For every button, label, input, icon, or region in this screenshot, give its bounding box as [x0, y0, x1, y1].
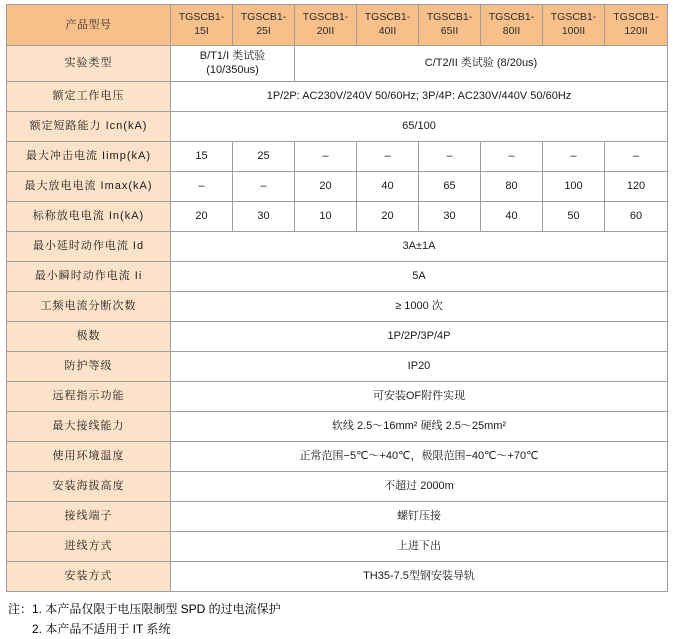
- model-name-part-1: TGSCB1-: [426, 11, 473, 24]
- row-value-cell: 65/100: [171, 111, 668, 141]
- table-row: [7, 561, 668, 591]
- row-label: 工频电流分断次数: [7, 291, 171, 321]
- notes-block: [6, 599, 667, 639]
- row-value-cell: –: [543, 141, 605, 171]
- row-value-cell: ≥ 1000 次: [171, 291, 668, 321]
- table-header: [7, 5, 668, 46]
- row-value-cell: –: [171, 171, 233, 201]
- cell-text-line-2: (10/350us): [206, 64, 259, 77]
- row-value-cell: –: [233, 171, 295, 201]
- row-value-cell: C/T2/II 类试验 (8/20us): [295, 46, 668, 82]
- row-value-cell: –: [481, 141, 543, 171]
- row-label: 额定工作电压: [7, 81, 171, 111]
- row-value-cell: 60: [605, 201, 668, 231]
- row-value-cell: 30: [419, 201, 481, 231]
- header-model-3: [357, 5, 419, 46]
- row-value-cell: IP20: [171, 351, 668, 381]
- row-value-cell: 25: [233, 141, 295, 171]
- model-name-part-1: TGSCB1-: [178, 11, 225, 24]
- table-row: [7, 231, 668, 261]
- row-value-cell: –: [419, 141, 481, 171]
- table-row: [7, 501, 668, 531]
- row-label: 最大接线能力: [7, 411, 171, 441]
- row-value-cell: 15: [171, 141, 233, 171]
- row-value-cell: 螺钉压接: [171, 501, 668, 531]
- model-name-part-2: 20II: [316, 25, 335, 37]
- model-name-part-2: 80II: [502, 25, 521, 37]
- table-row: [7, 351, 668, 381]
- row-value-cell: 10: [295, 201, 357, 231]
- table-row: [7, 291, 668, 321]
- model-name-part-2: 65II: [440, 25, 459, 37]
- header-product-model: 产品型号: [7, 5, 171, 46]
- row-value-cell: –: [357, 141, 419, 171]
- table-row: [7, 201, 668, 231]
- row-value-cell: –: [295, 141, 357, 171]
- row-label: 安装海拔高度: [7, 471, 171, 501]
- model-name-part-1: TGSCB1-: [613, 11, 659, 24]
- table-row: [7, 141, 668, 171]
- row-value-cell: 20: [357, 201, 419, 231]
- row-value-cell: 可安装OF附件实现: [171, 381, 668, 411]
- header-model-1: [233, 5, 295, 46]
- row-value-cell: 40: [357, 171, 419, 201]
- row-label: 最大放电电流 Imax(kA): [7, 171, 171, 201]
- table-row: [7, 411, 668, 441]
- row-value-cell: 40: [481, 201, 543, 231]
- row-label: 最小瞬时动作电流 Ii: [7, 261, 171, 291]
- row-value-cell: 100: [543, 171, 605, 201]
- table-row: [7, 111, 668, 141]
- row-value-cell: 软线 2.5～16mm² 硬线 2.5～25mm²: [171, 411, 668, 441]
- row-value-cell: 20: [171, 201, 233, 231]
- row-label: 防护等级: [7, 351, 171, 381]
- table-row: [7, 321, 668, 351]
- table-row: [7, 46, 668, 82]
- row-value-cell: [171, 46, 295, 82]
- row-value-cell: 65: [419, 171, 481, 201]
- header-model-0: [171, 5, 233, 46]
- header-model-2: [295, 5, 357, 46]
- header-model-6: [543, 5, 605, 46]
- header-model-7: [605, 5, 668, 46]
- row-label: 极数: [7, 321, 171, 351]
- row-label: 标称放电电流 In(kA): [7, 201, 171, 231]
- header-model-4: [419, 5, 481, 46]
- table-row: [7, 381, 668, 411]
- row-value-cell: 1P/2P/3P/4P: [171, 321, 668, 351]
- row-label: 额定短路能力 Icn(kA): [7, 111, 171, 141]
- row-value-cell: 20: [295, 171, 357, 201]
- row-value-cell: –: [605, 141, 668, 171]
- model-name-part-1: TGSCB1-: [550, 11, 597, 24]
- table-row: [7, 81, 668, 111]
- row-value-cell: 正常范围−5℃～+40℃，极限范围−40℃～+70℃: [171, 441, 668, 471]
- table-row: [7, 171, 668, 201]
- row-value-cell: 3A±1A: [171, 231, 668, 261]
- row-value-cell: 30: [233, 201, 295, 231]
- model-name-part-1: TGSCB1-: [364, 11, 411, 24]
- row-label: 安装方式: [7, 561, 171, 591]
- row-label: 最小延时动作电流 Id: [7, 231, 171, 261]
- row-value-cell: 50: [543, 201, 605, 231]
- row-label: 最大冲击电流 Iimp(kA): [7, 141, 171, 171]
- table-row: [7, 531, 668, 561]
- model-name-part-2: 15I: [194, 25, 209, 37]
- row-value-cell: 5A: [171, 261, 668, 291]
- row-value-cell: 80: [481, 171, 543, 201]
- row-label: 远程指示功能: [7, 381, 171, 411]
- model-name-part-2: 40II: [378, 25, 397, 37]
- model-name-part-1: TGSCB1-: [302, 11, 349, 24]
- row-label: 进线方式: [7, 531, 171, 561]
- row-label: 实验类型: [7, 46, 171, 82]
- specification-table: [6, 4, 668, 592]
- row-value-cell: 上进下出: [171, 531, 668, 561]
- table-row: [7, 261, 668, 291]
- cell-text-line-1: B/T1/I 类试验: [199, 50, 266, 62]
- table-row: [7, 471, 668, 501]
- model-name-part-1: TGSCB1-: [240, 11, 287, 24]
- model-name-part-2: 25I: [256, 25, 271, 37]
- table-row: [7, 441, 668, 471]
- row-value-cell: TH35-7.5型钢安装导轨: [171, 561, 668, 591]
- model-name-part-2: 100II: [561, 25, 586, 37]
- row-label: 接线端子: [7, 501, 171, 531]
- note-line-2: 2. 本产品不适用于 IT 系统: [32, 621, 171, 636]
- row-label: 使用环境温度: [7, 441, 171, 471]
- row-value-cell: 不超过 2000m: [171, 471, 668, 501]
- row-value-cell: 1P/2P: AC230V/240V 50/60Hz; 3P/4P: AC230V/440V 50/60Hz: [171, 81, 668, 111]
- table-body: [7, 46, 668, 592]
- header-model-5: [481, 5, 543, 46]
- header-row: [7, 5, 668, 46]
- note-line-1: 注：1. 本产品仅限于电压限制型 SPD 的过电流保护: [8, 601, 281, 616]
- model-name-part-2: 120II: [624, 25, 648, 37]
- model-name-part-1: TGSCB1-: [488, 11, 535, 24]
- row-value-cell: 120: [605, 171, 668, 201]
